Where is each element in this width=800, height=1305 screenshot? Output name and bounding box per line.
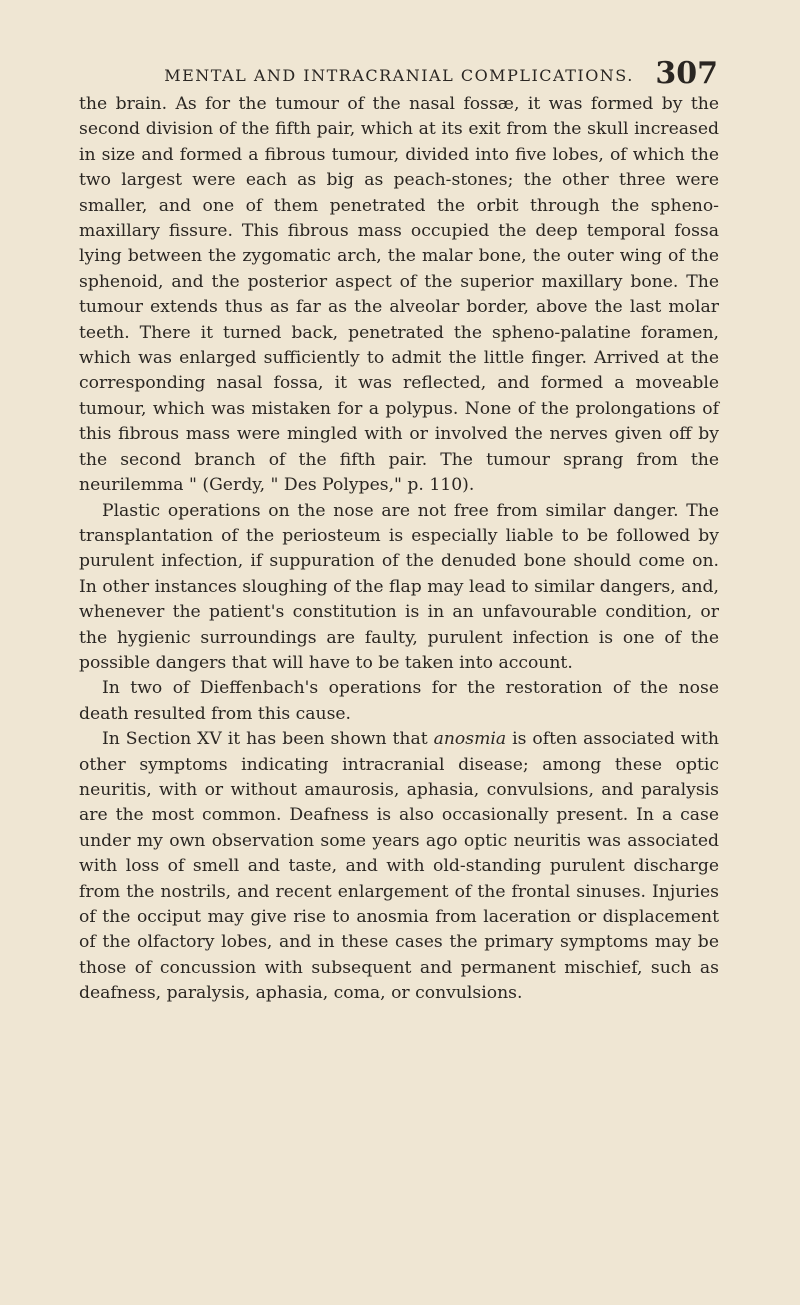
page-number: 307	[655, 56, 718, 91]
paragraph-anosmia-rest: is often associated with other symptoms indicating intracranial disease; among these optic neuritis, with or without amaurosis, aphasia, convulsions, and paralysis are the most common. Deafness is also occasionally present. In a case under my own observation some years ago optic neuritis was associated with loss of smell and taste, and with old-standing purulent discharge from the nostrils, and recent enlargement of the frontal sinuses. Injuries of the occiput may give rise to anosmia from laceration or displacement of the olfactory lobes, and in these cases the primary symptoms may be those of concussion with subsequent and permanent mischief, such as deafness, paralysis, aphasia, coma, or convulsions.	[79, 729, 719, 1004]
paragraph-continued: the brain. As for the tumour of the nasal fossæ, it was formed by the second division of the fifth pair, which at its exit from the skull increased in size and formed a fibrous tumour, divided into five lobes, of which the two largest were each as big as peach-stones; the other three were smaller, and one of them penetrated the orbit through the spheno-maxillary fissure. This fibrous mass occupied the deep temporal fossa lying between the zygomatic arch, the malar bone, the outer wing of the sphenoid, and the posterior aspect of the superior maxillary bone. The tumour extends thus as far as the alveolar border, above the last molar teeth. There it turned back, penetrated the spheno-palatine foramen, which was enlarged sufficiently to admit the little finger. Arrived at the corresponding nasal fossa, it was reflected, and formed a moveable tumour, which was mistaken for a polypus. None of the prolongations of this fibrous mass were mingled with or involved the nerves given off by the second branch of the fifth pair. The tumour sprang from the neurilemma " (Gerdy, " Des Polypes," p. 110).	[79, 94, 719, 496]
anosmia-term: anosmia	[433, 729, 507, 750]
running-head: MENTAL AND INTRACRANIAL COMPLICATIONS.	[164, 66, 634, 85]
paragraph-dieffenbach: In two of Dieffenbach's operations for the restoration of the nose death resulted from this cause.	[79, 678, 719, 724]
paragraph-plastic-operations: Plastic operations on the nose are not free from similar danger. The transplantation of the periosteum is especially liable to be followed by purulent infection, if suppuration of the denuded bone should come on. In other instances sloughing of the flap may lead to similar dangers, and, whenever the patient's constitution is in an unfavourable condition, or the hygienic surroundings are faulty, purulent infection is one of the possible dangers that will have to be taken into account.	[79, 500, 719, 673]
body-text	[79, 92, 719, 1007]
paragraph-anosmia-start: In Section XV it has been shown that	[102, 729, 434, 750]
paragraph-anosmia	[79, 727, 719, 1006]
page-header	[80, 56, 718, 91]
